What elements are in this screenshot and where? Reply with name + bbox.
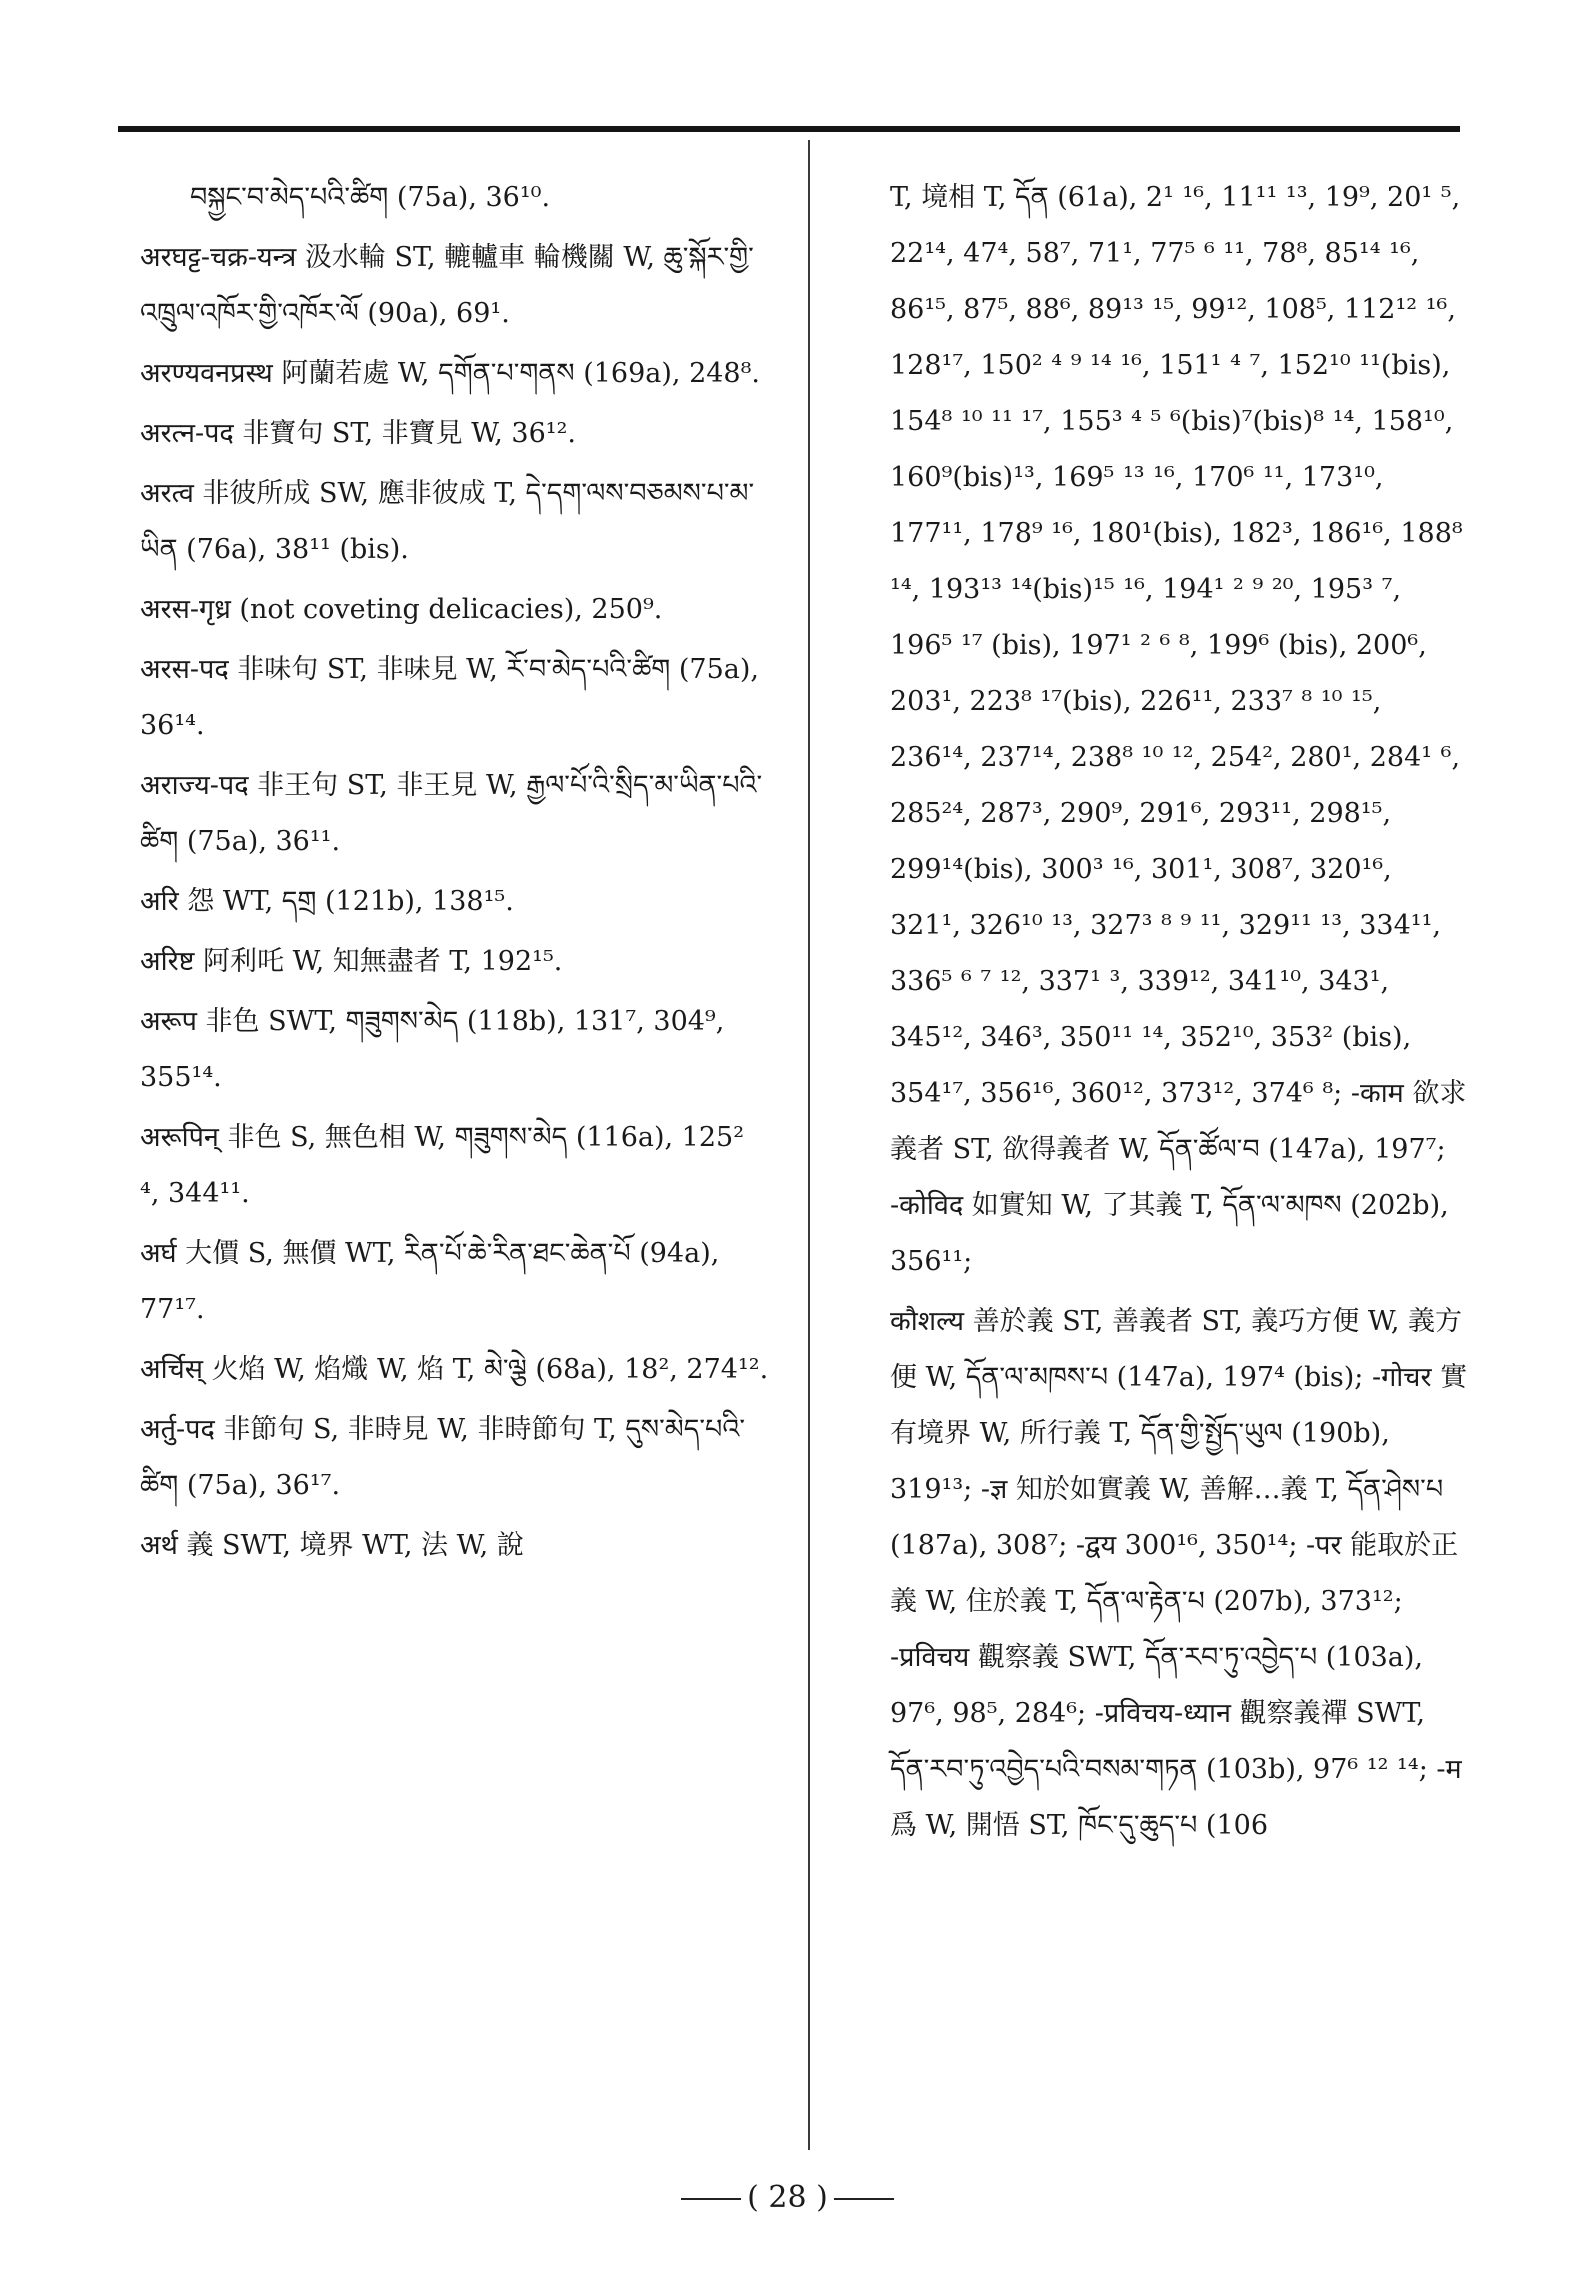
- right-column: [890, 170, 1470, 1858]
- left-column: [140, 170, 770, 1578]
- dictionary-entry: अरिष्ट 阿利吒 W, 知無盡者 T, 192¹⁵.: [140, 946, 563, 977]
- dictionary-entry: अरघट्ट-चक्र-यन्त्र 汲水輪 ST, 轆轤車 輪機關 W, ཆུ་སྐོར་གྱི་འཁྲུལ་འཁོར་གྱི་འཁོར་ལོ (90a), 69¹.: [140, 242, 754, 329]
- dictionary-entry: अरण्यवनप्रस्थ 阿蘭若處 W, དགོན་པ་གནས (169a), 248⁸.: [140, 358, 761, 389]
- dictionary-entry: अरत्व 非彼所成 SW, 應非彼成 T, དེ་དག་ལས་བཅམས་པ་མ་ཡིན (76a), 38¹¹ (bis).: [140, 478, 755, 565]
- dictionary-entry: कौशल्य 善於義 ST, 善義者 ST, 義巧方便 W, 義方便 W, དོན་ལ་མཁས་པ (147a), 197⁴ (bis); -गोचर 實有境界 W, 所行義 T, དོན་གྱི་སྤྱོད་ཡུལ (190b), 319¹³; -ज्ञ 知於如實義 W, 善解…義 T, དོན་ཤེས་པ (187a), 308⁷; -द्वय 300¹⁶, 350¹⁴; -पर 能取於正義 W, 住於義 T, དོན་ལ་རྟེན་པ (207b), 373¹²; -प्रविचय 觀察義 SWT, དོན་རབ་ཏུ་འབྱེད་པ (103a), 97⁶, 98⁵, 284⁶; -प्रविचय-ध्यान 觀察義禪 SWT, དོན་རབ་ཏུ་འབྱེད་པའི་བསམ་གཏན (103b), 97⁶ ¹² ¹⁴; -म 爲 W, 開悟 ST, ཁོང་དུ་ཆུད་པ (106: [890, 1306, 1468, 1841]
- dictionary-entry: བསྐྱང་བ་མེད་པའི་ཚིག (75a), 36¹⁰.: [190, 182, 551, 213]
- dictionary-entry: अराज्य-पद 非王句 ST, 非王見 W, རྒྱལ་པོ་འི་སྲིད་མ་ཡིན་པའི་ཚིག (75a), 36¹¹.: [140, 770, 763, 857]
- dictionary-entry: अरूप 非色 SWT, གཟུགས་མེད (118b), 131⁷, 304⁹, 355¹⁴.: [140, 1006, 725, 1093]
- dictionary-entry: अरि 怨 WT, དགྲ (121b), 138¹⁵.: [140, 886, 514, 917]
- top-rule: [118, 126, 1460, 132]
- dictionary-entry: T, 境相 T, དོན (61a), 2¹ ¹⁶, 11¹¹ ¹³, 19⁹, 20¹ ⁵, 22¹⁴, 47⁴, 58⁷, 71¹, 77⁵ ⁶ ¹¹, 78⁸, 85¹⁴ ¹⁶, 86¹⁵, 87⁵, 88⁶, 89¹³ ¹⁵, 99¹², 108⁵, 112¹² ¹⁶, 128¹⁷, 150² ⁴ ⁹ ¹⁴ ¹⁶, 151¹ ⁴ ⁷, 152¹⁰ ¹¹(bis), 154⁸ ¹⁰ ¹¹ ¹⁷, 155³ ⁴ ⁵ ⁶(bis)⁷(bis)⁸ ¹⁴, 158¹⁰, 160⁹(bis)¹³, 169⁵ ¹³ ¹⁶, 170⁶ ¹¹, 173¹⁰, 177¹¹, 178⁹ ¹⁶, 180¹(bis), 182³, 186¹⁶, 188⁸ ¹⁴, 193¹³ ¹⁴(bis)¹⁵ ¹⁶, 194¹ ² ⁹ ²⁰, 195³ ⁷, 196⁵ ¹⁷ (bis), 197¹ ² ⁶ ⁸, 199⁶ (bis), 200⁶, 203¹, 223⁸ ¹⁷(bis), 226¹¹, 233⁷ ⁸ ¹⁰ ¹⁵, 236¹⁴, 237¹⁴, 238⁸ ¹⁰ ¹², 254², 280¹, 284¹ ⁶, 285²⁴, 287³, 290⁹, 291⁶, 293¹¹, 298¹⁵, 299¹⁴(bis), 300³ ¹⁶, 301¹, 308⁷, 320¹⁶, 321¹, 326¹⁰ ¹³, 327³ ⁸ ⁹ ¹¹, 329¹¹ ¹³, 334¹¹, 336⁵ ⁶ ⁷ ¹², 337¹ ³, 339¹², 341¹⁰, 343¹, 345¹², 346³, 350¹¹ ¹⁴, 352¹⁰, 353² (bis), 354¹⁷, 356¹⁶, 360¹², 373¹², 374⁶ ⁸; -काम 欲求義者 ST, 欲得義者 W, དོན་ཚོལ་བ (147a), 197⁷; -कोविद 如實知 W, 了其義 T, དོན་ལ་མཁས (202b), 356¹¹;: [890, 182, 1467, 1277]
- dictionary-entry: अरस-गृध्र (not coveting delicacies), 250⁹.: [140, 594, 663, 625]
- dictionary-entry: अरस-पद 非味句 ST, 非味見 W, རོ་བ་མེད་པའི་ཚིག (75a), 36¹⁴.: [140, 654, 759, 741]
- dictionary-entry: अरत्न-पद 非寶句 ST, 非寶見 W, 36¹².: [140, 418, 576, 449]
- page-number: 28: [768, 2180, 807, 2215]
- dictionary-entry: अर्घ 大價 S, 無價 WT, རིན་པོ་ཆེ་རིན་ཐང་ཆེན་པོ (94a), 77¹⁷.: [140, 1238, 720, 1325]
- page-footer: ( 28 ): [0, 2180, 1575, 2215]
- dictionary-entry: अर्तु-पद 非節句 S, 非時見 W, 非時節句 T, དུས་མེད་པའི་ཚིག (75a), 36¹⁷.: [140, 1414, 746, 1501]
- column-divider: [808, 140, 810, 2150]
- footer-dash-right: [834, 2198, 894, 2200]
- dictionary-entry: अरूपिन् 非色 S, 無色相 W, གཟུགས་མེད (116a), 125² ⁴, 344¹¹.: [140, 1122, 745, 1209]
- dictionary-entry: अर्चिस् 火焰 W, 焰熾 W, 焰 T, མེ་ལྕེ (68a), 18², 274¹².: [140, 1354, 769, 1385]
- footer-dash-left: [681, 2198, 741, 2200]
- dictionary-entry: अर्थ 義 SWT, 境界 WT, 法 W, 說: [140, 1530, 524, 1561]
